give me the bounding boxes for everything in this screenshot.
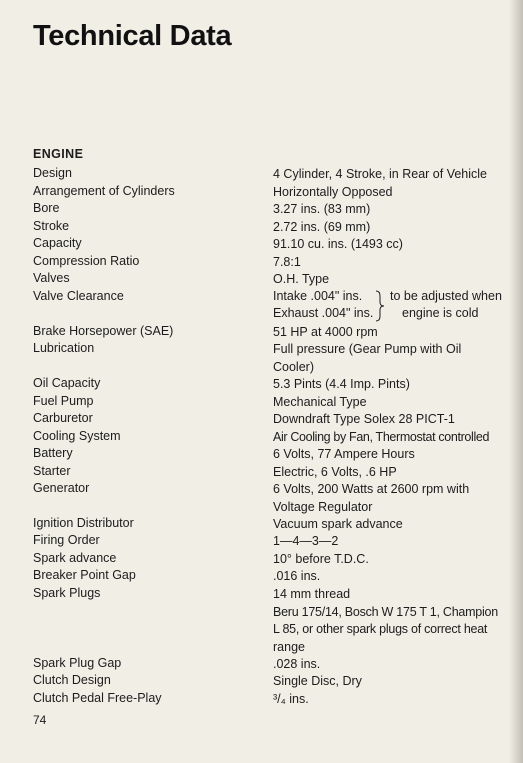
spec-value-line: Mechanical Type bbox=[273, 395, 367, 409]
spec-value bbox=[273, 166, 505, 184]
spec-label: Spark advance bbox=[33, 551, 117, 565]
page-number: 74 bbox=[33, 713, 47, 727]
spec-value-line: Air Cooling by Fan, Thermostat controlled bbox=[273, 430, 490, 444]
page-title: Technical Data bbox=[33, 20, 232, 52]
spec-label: Valves bbox=[33, 271, 70, 285]
spec-value bbox=[273, 568, 505, 586]
spec-value-line: range bbox=[273, 639, 305, 654]
spec-label: Design bbox=[33, 166, 72, 180]
spec-label: Spark Plug Gap bbox=[33, 656, 122, 670]
valve-clearance-exhaust: Exhaust .004" ins. bbox=[273, 306, 374, 320]
spec-value bbox=[273, 201, 505, 219]
spec-label: Breaker Point Gap bbox=[33, 568, 136, 582]
spec-value bbox=[273, 673, 505, 691]
spec-value bbox=[273, 324, 505, 342]
spec-label: Firing Order bbox=[33, 533, 100, 547]
spec-value bbox=[273, 551, 505, 569]
spec-value-line: Cooler) bbox=[273, 359, 314, 374]
spec-value-line: 2.72 ins. (69 mm) bbox=[273, 220, 371, 234]
spec-value-line: 51 HP at 4000 rpm bbox=[273, 325, 378, 339]
spec-value bbox=[273, 394, 505, 412]
spec-value bbox=[273, 464, 505, 482]
spec-label: Bore bbox=[33, 201, 60, 215]
spec-label: Clutch Design bbox=[33, 673, 111, 687]
spec-value-line: 4 Cylinder, 4 Stroke, in Rear of Vehicle bbox=[273, 167, 488, 181]
spec-value-line: Horizontally Opposed bbox=[273, 185, 393, 199]
spec-label: Arrangement of Cylinders bbox=[33, 184, 175, 198]
curly-brace-icon bbox=[374, 289, 386, 323]
spec-value bbox=[273, 411, 505, 429]
spec-label: Fuel Pump bbox=[33, 394, 94, 408]
spec-value-line: O.H. Type bbox=[273, 272, 330, 286]
spec-value-line: 7.8:1 bbox=[273, 255, 301, 269]
spec-value-line: 5.3 Pints (4.4 Imp. Pints) bbox=[273, 377, 410, 391]
valve-clearance-intake: Intake .004" ins. bbox=[273, 289, 363, 303]
spec-label: Starter bbox=[33, 464, 71, 478]
spec-value-line: Single Disc, Dry bbox=[273, 674, 362, 688]
spec-label: Ignition Distributor bbox=[33, 516, 134, 530]
spec-value-line: .016 ins. bbox=[273, 569, 321, 583]
spec-value bbox=[273, 341, 505, 376]
spec-label: Battery bbox=[33, 446, 73, 460]
spec-value-line: 14 mm thread bbox=[273, 587, 351, 601]
spec-value-line: 3.27 ins. (83 mm) bbox=[273, 202, 371, 216]
spec-value-line: .028 ins. bbox=[273, 657, 321, 671]
spec-value-line: ³/₄ ins. bbox=[273, 692, 309, 706]
spec-value bbox=[273, 691, 505, 709]
spec-value-line: Electric, 6 Volts, .6 HP bbox=[273, 465, 397, 479]
spec-label: Spark Plugs bbox=[33, 586, 101, 600]
spec-label: Compression Ratio bbox=[33, 254, 140, 268]
spec-value-line: 91.10 cu. ins. (1493 cc) bbox=[273, 237, 403, 251]
spec-value-line: Downdraft Type Solex 28 PICT-1 bbox=[273, 412, 455, 426]
valve-clearance-block bbox=[273, 289, 513, 329]
spec-value bbox=[273, 586, 505, 656]
spec-value bbox=[273, 516, 505, 534]
spec-value bbox=[273, 376, 505, 394]
spec-label: Clutch Pedal Free-Play bbox=[33, 691, 162, 705]
spec-label: Capacity bbox=[33, 236, 82, 250]
spec-label: Stroke bbox=[33, 219, 70, 233]
spec-label: Brake Horsepower (SAE) bbox=[33, 324, 174, 338]
spec-label: Carburetor bbox=[33, 411, 93, 425]
spec-label: Valve Clearance bbox=[33, 289, 124, 303]
spec-value-line: Vacuum spark advance bbox=[273, 517, 403, 531]
spec-value bbox=[273, 533, 505, 551]
spec-label: Generator bbox=[33, 481, 90, 495]
spec-label: Oil Capacity bbox=[33, 376, 101, 390]
spec-value-line: 10° before T.D.C. bbox=[273, 552, 369, 566]
spec-value-line: 6 Volts, 77 Ampere Hours bbox=[273, 447, 415, 461]
spec-value-line: 1—4—3—2 bbox=[273, 534, 339, 548]
spec-value bbox=[273, 236, 505, 254]
spec-value bbox=[273, 481, 505, 516]
valve-clearance-note: to be adjusted when bbox=[390, 289, 502, 303]
spec-value bbox=[273, 656, 505, 674]
spec-value-line: Full pressure (Gear Pump with Oil bbox=[273, 342, 462, 356]
spec-value-line: 6 Volts, 200 Watts at 2600 rpm with bbox=[273, 482, 470, 496]
spec-label: Lubrication bbox=[33, 341, 95, 355]
spec-value-line: Voltage Regulator bbox=[273, 499, 373, 514]
spec-label: Cooling System bbox=[33, 429, 121, 443]
section-heading-engine: ENGINE bbox=[33, 147, 84, 161]
spec-value bbox=[273, 254, 505, 272]
spec-value-line: Beru 175/14, Bosch W 175 T 1, Champion bbox=[273, 604, 498, 619]
spec-value bbox=[273, 184, 505, 202]
valve-clearance-note: engine is cold bbox=[402, 306, 479, 320]
spec-value-line: L 85, or other spark plugs of correct heat bbox=[273, 622, 488, 636]
spec-value bbox=[273, 429, 505, 447]
spec-value bbox=[273, 446, 505, 464]
spec-value bbox=[273, 219, 505, 237]
spec-value bbox=[273, 271, 505, 289]
